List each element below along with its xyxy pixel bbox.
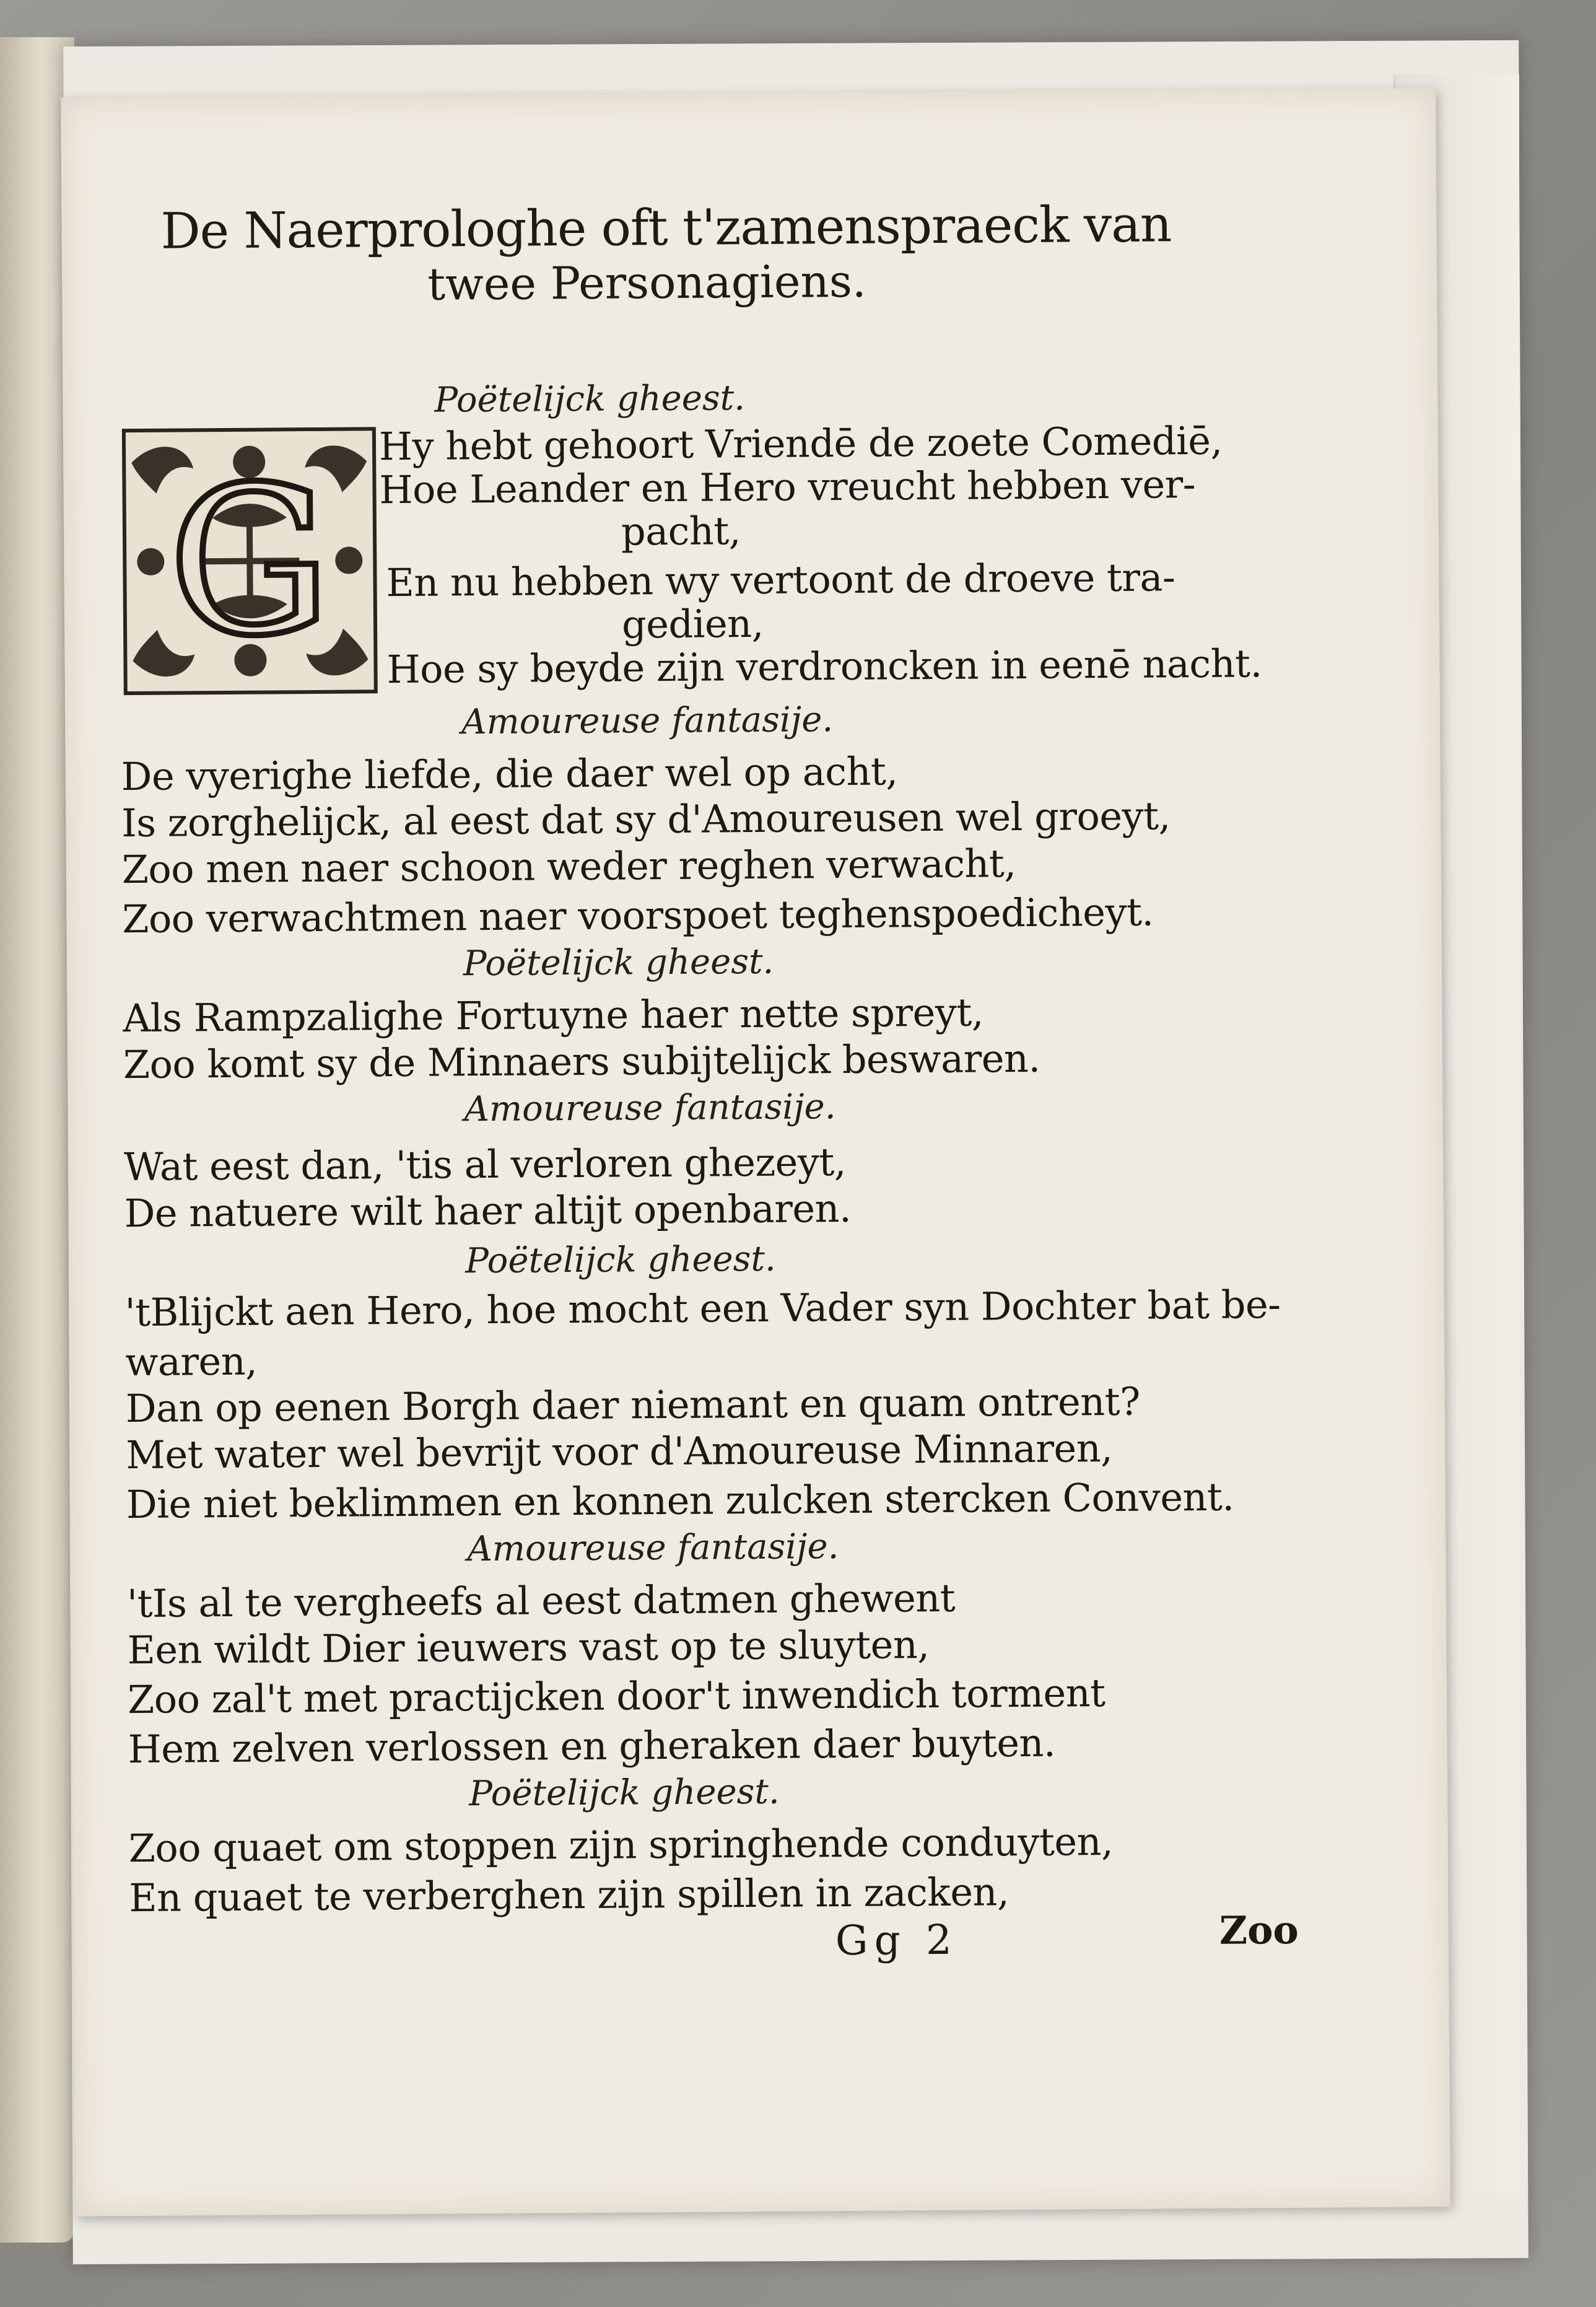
- verse-line: Zoo zal't met practijcken door't inwendich torment: [127, 1670, 1105, 1723]
- svg-text:G: G: [167, 442, 333, 681]
- speaker-label: Poëtelijck gheest.: [468, 1771, 780, 1815]
- verse-line: De vyerighe liefde, die daer wel op acht,: [121, 748, 898, 800]
- verse-line: Hoe sy beyde zijn verdroncken in eenē nacht.: [386, 641, 1262, 693]
- speaker-label: Amoureuse fantasije.: [461, 699, 834, 743]
- verse-line: 'tIs al te vergheefs al eest datmen ghewent: [126, 1575, 956, 1627]
- heading-line-1: De Naerprologhe oft t'zamenspraeck van: [160, 195, 1172, 260]
- speaker-label: Poëtelijck gheest.: [463, 941, 774, 984]
- book-page: [61, 88, 1450, 2216]
- verse-line: Wat eest dan, 'tis al verloren ghezeyt,: [123, 1139, 847, 1190]
- verse-line: Dan op eenen Borgh daer niemant en quam ontrent?: [125, 1378, 1141, 1432]
- verse-line: En nu hebben wy vertoont de droeve tra-: [386, 554, 1175, 606]
- verse-line: waren,: [125, 1338, 258, 1385]
- show-through-text: ​: [538, 138, 539, 187]
- page-heading: [160, 195, 1172, 312]
- speaker-label: Poëtelijck gheest.: [464, 1238, 776, 1282]
- verse-line: 'tBlijckt aen Hero, hoe mocht een Vader syn Dochter bat be-: [124, 1282, 1281, 1336]
- verse-line: En quaet te verberghen zijn spillen in zacken,: [129, 1869, 1009, 1921]
- verse-line: Zoo verwachtmen naer voorspoet teghenspoedicheyt.: [122, 889, 1154, 942]
- verse-line: Hoe Leander en Hero vreucht hebben ver-: [379, 462, 1196, 513]
- verse-line: Als Rampzalighe Fortuyne haer nette spreyt,: [123, 989, 984, 1041]
- verse-line: Zoo men naer schoon weder reghen verwacht,: [121, 841, 1016, 893]
- verse-line: gedien,: [621, 600, 764, 647]
- verse-line: Die niet beklimmen en konnen zulcken stercken Convent.: [126, 1474, 1234, 1528]
- verse-line: Hy hebt gehoort Vriendē de zoete Comediē,: [378, 418, 1223, 470]
- verse-line: De natuere wilt haer altijt openbaren.: [124, 1185, 852, 1237]
- heading-line-2: twee Personagiens.: [427, 255, 866, 310]
- speaker-label: Amoureuse fantasije.: [464, 1087, 836, 1130]
- verse-line: Hem zelven verlossen en gheraken daer buyten.: [128, 1720, 1056, 1772]
- speaker-label: Poëtelijck gheest.: [434, 378, 746, 421]
- verse-line: Zoo komt sy de Minnaers subijtelijck beswaren.: [123, 1035, 1040, 1088]
- verse-line: Is zorghelijck, al eest dat sy d'Amoureusen wel groeyt,: [121, 793, 1171, 846]
- verse-line: pacht,: [621, 508, 741, 554]
- catchword: Zoo: [1219, 1907, 1299, 1953]
- verse-line: Zoo quaet om stoppen zijn springhende conduyten,: [128, 1818, 1114, 1871]
- verse-line: Een wildt Dier ieuwers vast op te sluyten,: [127, 1622, 930, 1673]
- verse-line: Met water wel bevrijt voor d'Amoureuse Minnaren,: [126, 1425, 1113, 1478]
- signature-mark: Gg 2: [835, 1915, 959, 1965]
- decorated-initial-letter: [119, 424, 381, 698]
- speaker-label: Amoureuse fantasije.: [467, 1526, 839, 1570]
